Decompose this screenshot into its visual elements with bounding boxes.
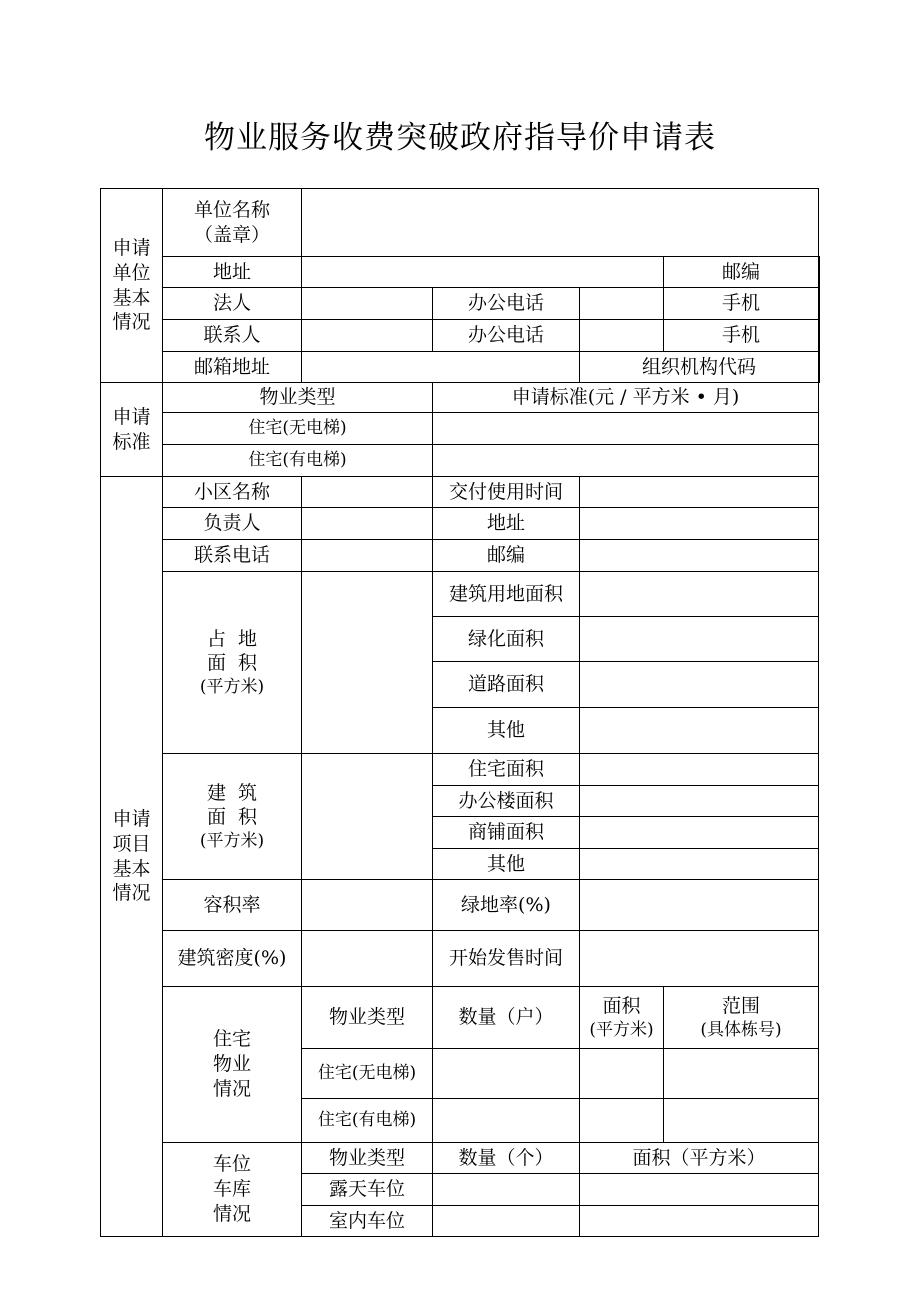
unit-name-label: 单位名称 （盖章） xyxy=(163,189,302,257)
res-area-field-2[interactable] xyxy=(580,1099,664,1143)
standard-header: 申请标准(元 / 平方米 • 月) xyxy=(433,383,819,413)
person-in-charge-field[interactable] xyxy=(302,508,433,540)
building-office-field[interactable] xyxy=(580,786,819,817)
project-postcode-field[interactable] xyxy=(580,540,819,572)
res-type-header: 物业类型 xyxy=(302,987,433,1049)
email-label: 邮箱地址 xyxy=(163,352,302,383)
contact-label: 联系人 xyxy=(163,320,302,352)
building-item-residential: 住宅面积 xyxy=(433,754,580,786)
mobile-label-1: 手机 xyxy=(664,288,819,320)
plot-ratio-field[interactable] xyxy=(302,880,433,931)
section-applicant-unit-header: 申请 单位 基本 情况 xyxy=(101,189,163,383)
community-name-label: 小区名称 xyxy=(163,477,302,508)
section-standard-header: 申请 标准 xyxy=(101,383,163,477)
park-area-field-1[interactable] xyxy=(580,1174,819,1206)
project-address-label: 地址 xyxy=(433,508,580,540)
project-address-field[interactable] xyxy=(580,508,819,540)
land-item-building-use: 建筑用地面积 xyxy=(433,572,580,617)
delivery-time-field[interactable] xyxy=(580,477,819,508)
green-rate-label: 绿地率(%) xyxy=(433,880,580,931)
parking-info-label: 车位 车库 情况 xyxy=(163,1143,302,1237)
postcode-label: 邮编 xyxy=(664,257,819,288)
section-project-header: 申请 项目 基本 情况 xyxy=(101,477,163,1237)
mobile-label-2: 手机 xyxy=(664,320,819,352)
res-row-no-elevator: 住宅(无电梯) xyxy=(302,1049,433,1099)
application-form-table xyxy=(100,188,820,1237)
standard-no-elevator-field[interactable] xyxy=(433,413,819,445)
standard-row-no-elevator: 住宅(无电梯) xyxy=(163,413,433,445)
standard-elevator-field[interactable] xyxy=(433,445,819,477)
org-code-label: 组织机构代码 xyxy=(580,352,819,383)
land-building-use-field[interactable] xyxy=(580,572,819,617)
res-count-field-1[interactable] xyxy=(433,1049,580,1099)
office-phone-field-2[interactable] xyxy=(580,320,664,352)
mobile-field-2[interactable] xyxy=(819,320,820,352)
person-in-charge-label: 负责人 xyxy=(163,508,302,540)
standard-row-elevator: 住宅(有电梯) xyxy=(163,445,433,477)
building-other-field[interactable] xyxy=(580,849,819,880)
office-phone-label-2: 办公电话 xyxy=(433,320,580,352)
land-area-label: 占 地 面 积 (平方米) xyxy=(163,572,302,754)
park-count-header: 数量（个） xyxy=(433,1143,580,1174)
res-count-field-2[interactable] xyxy=(433,1099,580,1143)
park-count-field-1[interactable] xyxy=(433,1174,580,1206)
property-type-header: 物业类型 xyxy=(163,383,433,413)
delivery-time-label: 交付使用时间 xyxy=(433,477,580,508)
building-density-label: 建筑密度(%) xyxy=(163,931,302,987)
park-row-indoor: 室内车位 xyxy=(302,1206,433,1237)
building-area-field[interactable] xyxy=(302,754,433,880)
mobile-field-1[interactable] xyxy=(819,288,820,320)
land-item-green: 绿化面积 xyxy=(433,617,580,662)
land-road-field[interactable] xyxy=(580,662,819,708)
residential-info-label: 住宅 物业 情况 xyxy=(163,987,302,1143)
res-row-elevator: 住宅(有电梯) xyxy=(302,1099,433,1143)
building-residential-field[interactable] xyxy=(580,754,819,786)
res-count-header: 数量（户） xyxy=(433,987,580,1049)
postcode-field[interactable] xyxy=(819,257,820,288)
sale-start-field[interactable] xyxy=(580,931,819,987)
park-area-field-2[interactable] xyxy=(580,1206,819,1237)
org-code-field[interactable] xyxy=(819,352,820,383)
land-other-field[interactable] xyxy=(580,708,819,754)
res-area-field-1[interactable] xyxy=(580,1049,664,1099)
park-count-field-2[interactable] xyxy=(433,1206,580,1237)
page-title: 物业服务收费突破政府指导价申请表 xyxy=(204,120,716,156)
contact-phone-label: 联系电话 xyxy=(163,540,302,572)
unit-name-field[interactable] xyxy=(302,189,819,257)
contact-field[interactable] xyxy=(302,320,433,352)
plot-ratio-label: 容积率 xyxy=(163,880,302,931)
building-shop-field[interactable] xyxy=(580,817,819,849)
building-item-other: 其他 xyxy=(433,849,580,880)
office-phone-field-1[interactable] xyxy=(580,288,664,320)
address-field[interactable] xyxy=(302,257,664,288)
res-range-header: 范围 (具体栋号) xyxy=(664,987,819,1049)
legal-person-field[interactable] xyxy=(302,288,433,320)
email-field[interactable] xyxy=(302,352,580,383)
building-area-label: 建 筑 面 积 (平方米) xyxy=(163,754,302,880)
contact-phone-field[interactable] xyxy=(302,540,433,572)
building-item-shop: 商铺面积 xyxy=(433,817,580,849)
land-area-field[interactable] xyxy=(302,572,433,754)
address-label: 地址 xyxy=(163,257,302,288)
park-row-outdoor: 露天车位 xyxy=(302,1174,433,1206)
building-density-field[interactable] xyxy=(302,931,433,987)
res-area-header: 面积 (平方米) xyxy=(580,987,664,1049)
park-type-header: 物业类型 xyxy=(302,1143,433,1174)
res-range-field-2[interactable] xyxy=(664,1099,819,1143)
sale-start-label: 开始发售时间 xyxy=(433,931,580,987)
land-item-road: 道路面积 xyxy=(433,662,580,708)
project-postcode-label: 邮编 xyxy=(433,540,580,572)
building-item-office: 办公楼面积 xyxy=(433,786,580,817)
legal-person-label: 法人 xyxy=(163,288,302,320)
office-phone-label-1: 办公电话 xyxy=(433,288,580,320)
park-area-header: 面积（平方米） xyxy=(580,1143,819,1174)
community-name-field[interactable] xyxy=(302,477,433,508)
land-item-other: 其他 xyxy=(433,708,580,754)
green-rate-field[interactable] xyxy=(580,880,819,931)
land-green-field[interactable] xyxy=(580,617,819,662)
res-range-field-1[interactable] xyxy=(664,1049,819,1099)
